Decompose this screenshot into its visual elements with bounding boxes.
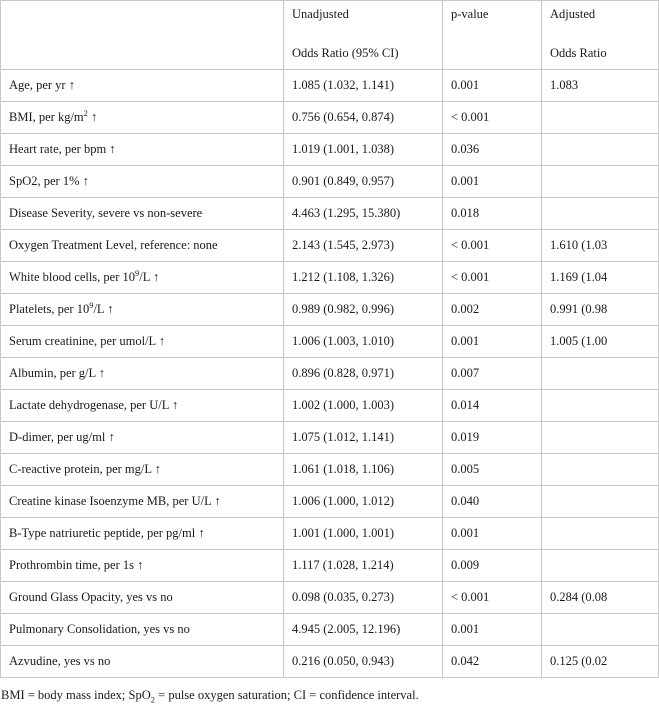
- adjusted-or-cell: 0.284 (0.08: [542, 582, 659, 614]
- variable-cell: [1, 230, 284, 262]
- variable-label: Albumin, per g/L ↑: [9, 366, 106, 380]
- table-row: [1, 422, 659, 454]
- unadjusted-or-cell: 4.463 (1.295, 15.380): [284, 198, 443, 230]
- variable-label: Disease Severity, severe vs non-severe: [9, 206, 203, 220]
- variable-cell: [1, 70, 284, 102]
- variable-label: Heart rate, per bpm ↑: [9, 142, 116, 156]
- footnote-part1: BMI = body mass index; SpO: [1, 688, 151, 702]
- unadjusted-or-cell: 4.945 (2.005, 12.196): [284, 614, 443, 646]
- pvalue-cell: 0.002: [443, 294, 542, 326]
- variable-label: Ground Glass Opacity, yes vs no: [9, 590, 173, 604]
- variable-cell: [1, 614, 284, 646]
- table-row: [1, 582, 659, 614]
- pvalue-cell: 0.001: [443, 166, 542, 198]
- pvalue-cell: 0.040: [443, 486, 542, 518]
- variable-cell: [1, 262, 284, 294]
- unadjusted-or-cell: 1.075 (1.012, 1.141): [284, 422, 443, 454]
- pvalue-cell: < 0.001: [443, 582, 542, 614]
- variable-cell: [1, 518, 284, 550]
- variable-label: White blood cells, per 10: [9, 270, 136, 284]
- adjusted-or-cell: 1.083: [542, 70, 659, 102]
- table-row: [1, 70, 659, 102]
- adjusted-or-cell: 1.005 (1.00: [542, 326, 659, 358]
- pvalue-cell: 0.005: [443, 454, 542, 486]
- unadjusted-or-cell: 0.989 (0.982, 0.996): [284, 294, 443, 326]
- table-row: [1, 614, 659, 646]
- variable-label: Prothrombin time, per 1s ↑: [9, 558, 144, 572]
- table-row: [1, 454, 659, 486]
- variable-cell: [1, 486, 284, 518]
- variable-label: Platelets, per 10: [9, 302, 90, 316]
- unadjusted-or-cell: 1.212 (1.108, 1.326): [284, 262, 443, 294]
- adjusted-or-cell: [542, 454, 659, 486]
- variable-cell: [1, 646, 284, 678]
- variable-label-suffix: /L ↑: [93, 302, 114, 316]
- pvalue-cell: < 0.001: [443, 102, 542, 134]
- unadjusted-or-cell: 1.001 (1.000, 1.001): [284, 518, 443, 550]
- table-row: [1, 294, 659, 326]
- adjusted-or-cell: 0.125 (0.02: [542, 646, 659, 678]
- variable-label-superscript: 9: [135, 267, 140, 278]
- unadjusted-or-cell: 0.216 (0.050, 0.943): [284, 646, 443, 678]
- table-row: [1, 230, 659, 262]
- table-row: [1, 326, 659, 358]
- unadjusted-or-cell: 0.098 (0.035, 0.273): [284, 582, 443, 614]
- variable-label-suffix: ↑: [87, 110, 98, 124]
- adjusted-or-cell: [542, 198, 659, 230]
- header-unadjusted-cell: [284, 1, 443, 70]
- variable-label: D-dimer, per ug/ml ↑: [9, 430, 115, 444]
- table-row: [1, 390, 659, 422]
- unadjusted-or-cell: 0.756 (0.654, 0.874): [284, 102, 443, 134]
- table-row: [1, 518, 659, 550]
- pvalue-cell: 0.009: [443, 550, 542, 582]
- adjusted-or-cell: [542, 102, 659, 134]
- variable-label: Azvudine, yes vs no: [9, 654, 111, 668]
- unadjusted-or-cell: 1.006 (1.000, 1.012): [284, 486, 443, 518]
- table-row: [1, 198, 659, 230]
- table-row: [1, 358, 659, 390]
- unadjusted-or-cell: 1.019 (1.001, 1.038): [284, 134, 443, 166]
- pvalue-cell: 0.042: [443, 646, 542, 678]
- header-adjusted-line1: Adjusted: [550, 7, 596, 21]
- unadjusted-or-cell: 0.896 (0.828, 0.971): [284, 358, 443, 390]
- adjusted-or-cell: [542, 134, 659, 166]
- variable-cell: [1, 390, 284, 422]
- variable-label: BMI, per kg/m: [9, 110, 84, 124]
- variable-label-superscript: 9: [89, 299, 94, 310]
- variable-label: Pulmonary Consolidation, yes vs no: [9, 622, 190, 636]
- header-pvalue-cell: [443, 1, 542, 70]
- header-adjusted-cell: [542, 1, 659, 70]
- header-unadjusted-line2: Odds Ratio (95% CI): [292, 46, 399, 60]
- table-row: [1, 550, 659, 582]
- footnote-subscript: 2: [150, 694, 156, 705]
- adjusted-or-cell: [542, 358, 659, 390]
- pvalue-cell: 0.001: [443, 518, 542, 550]
- variable-label: Creatine kinase Isoenzyme MB, per U/L ↑: [9, 494, 221, 508]
- variable-label: Lactate dehydrogenase, per U/L ↑: [9, 398, 179, 412]
- adjusted-or-cell: [542, 486, 659, 518]
- variable-cell: [1, 358, 284, 390]
- variable-label: Serum creatinine, per umol/L ↑: [9, 334, 166, 348]
- unadjusted-or-cell: 0.901 (0.849, 0.957): [284, 166, 443, 198]
- variable-label-suffix: /L ↑: [139, 270, 160, 284]
- pvalue-cell: 0.014: [443, 390, 542, 422]
- pvalue-cell: 0.007: [443, 358, 542, 390]
- header-variable-cell: [1, 1, 284, 70]
- header-row: [1, 1, 659, 70]
- adjusted-or-cell: [542, 614, 659, 646]
- variable-label: B-Type natriuretic peptide, per pg/ml ↑: [9, 526, 205, 540]
- pvalue-cell: < 0.001: [443, 230, 542, 262]
- variable-cell: [1, 134, 284, 166]
- unadjusted-or-cell: 1.061 (1.018, 1.106): [284, 454, 443, 486]
- variable-cell: [1, 454, 284, 486]
- unadjusted-or-cell: 1.006 (1.003, 1.010): [284, 326, 443, 358]
- unadjusted-or-cell: 1.117 (1.028, 1.214): [284, 550, 443, 582]
- adjusted-or-cell: 0.991 (0.98: [542, 294, 659, 326]
- variable-cell: [1, 582, 284, 614]
- pvalue-cell: 0.018: [443, 198, 542, 230]
- adjusted-or-cell: [542, 166, 659, 198]
- unadjusted-or-cell: 2.143 (1.545, 2.973): [284, 230, 443, 262]
- variable-cell: [1, 294, 284, 326]
- variable-label-superscript: 2: [83, 107, 88, 118]
- pvalue-cell: 0.036: [443, 134, 542, 166]
- variable-cell: [1, 550, 284, 582]
- variable-label: SpO2, per 1% ↑: [9, 174, 89, 188]
- variable-cell: [1, 102, 284, 134]
- pvalue-cell: < 0.001: [443, 262, 542, 294]
- adjusted-or-cell: 1.169 (1.04: [542, 262, 659, 294]
- header-unadjusted-line1: Unadjusted: [292, 7, 349, 21]
- table-row: [1, 134, 659, 166]
- unadjusted-or-cell: 1.002 (1.000, 1.003): [284, 390, 443, 422]
- table-row: [1, 262, 659, 294]
- adjusted-or-cell: [542, 390, 659, 422]
- adjusted-or-cell: [542, 550, 659, 582]
- table-row: [1, 102, 659, 134]
- table-row: [1, 646, 659, 678]
- variable-label: Age, per yr ↑: [9, 78, 75, 92]
- table-footnote: [1, 688, 419, 703]
- variable-label: C-reactive protein, per mg/L ↑: [9, 462, 161, 476]
- adjusted-or-cell: 1.610 (1.03: [542, 230, 659, 262]
- variable-cell: [1, 422, 284, 454]
- variable-label: Oxygen Treatment Level, reference: none: [9, 238, 218, 252]
- table-row: [1, 486, 659, 518]
- adjusted-or-cell: [542, 518, 659, 550]
- adjusted-or-cell: [542, 422, 659, 454]
- header-pvalue: p-value: [451, 7, 489, 21]
- pvalue-cell: 0.001: [443, 70, 542, 102]
- header-adjusted-line2: Odds Ratio: [550, 46, 607, 60]
- variable-cell: [1, 166, 284, 198]
- variable-cell: [1, 326, 284, 358]
- table-row: [1, 166, 659, 198]
- pvalue-cell: 0.001: [443, 326, 542, 358]
- footnote-part2: = pulse oxygen saturation; CI = confidence interval.: [155, 688, 419, 702]
- unadjusted-or-cell: 1.085 (1.032, 1.141): [284, 70, 443, 102]
- variable-cell: [1, 198, 284, 230]
- pvalue-cell: 0.019: [443, 422, 542, 454]
- pvalue-cell: 0.001: [443, 614, 542, 646]
